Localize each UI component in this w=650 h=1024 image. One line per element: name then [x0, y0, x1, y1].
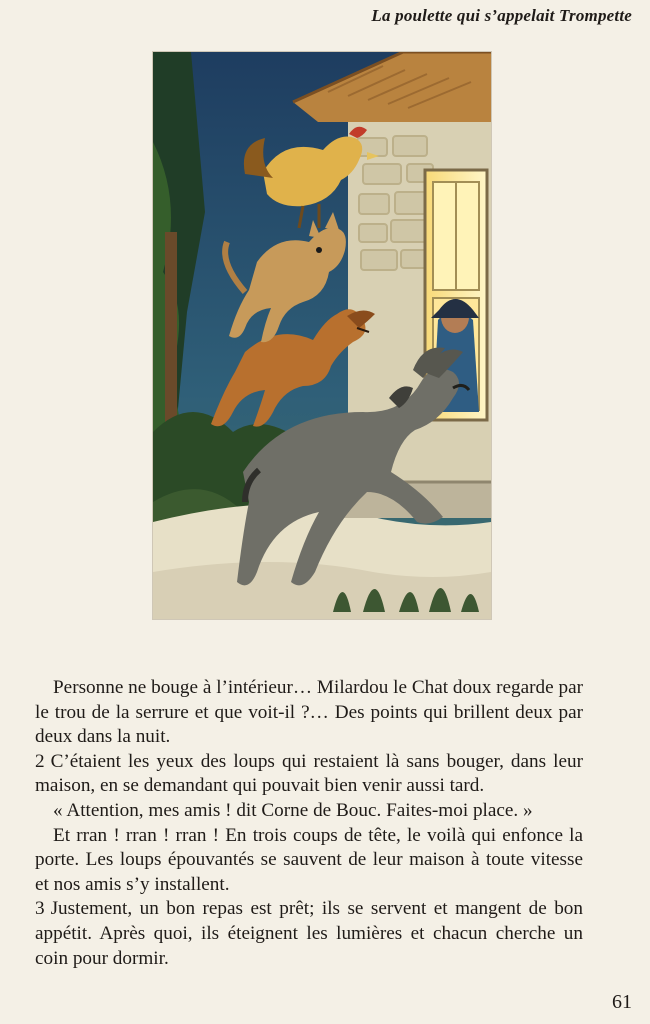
paragraph-5: [35, 897, 583, 971]
page-number: [612, 991, 632, 1014]
paragraph-2: [35, 750, 583, 799]
paragraph-4-text: Et rran ! rran ! rran ! En trois coups de tête, le voilà qui enfonce la porte. Les loups épouvantés se sauvent de leur maison à toute vitesse et nos amis s’y installent.: [35, 824, 583, 895]
paragraph-5-text: Justement, un bon repas est prêt; ils se servent et mangent de bon appétit. Après quoi, ils éteignent les lumières et chacun cherche un coin pour dormir.: [35, 898, 583, 969]
paragraph-3-text: « Attention, mes amis ! dit Corne de Bouc. Faites-moi place. »: [53, 799, 533, 821]
paragraph-1-text: Personne ne bouge à l’intérieur… Milardou le Chat doux regarde par le trou de la serrure et que voit-il ?… Des points qui brillent deux par deux dans la nuit.: [35, 677, 583, 748]
illustration-animals-at-window: [153, 52, 491, 619]
paragraph-4: [35, 824, 583, 898]
paragraph-2-number: 2: [35, 750, 45, 772]
paragraph-1: [35, 676, 583, 750]
illustration: [153, 52, 491, 619]
paragraph-3: [35, 799, 583, 824]
running-header: [371, 6, 632, 26]
header-title: La poulette qui s’appelait Trompette: [371, 6, 632, 25]
paragraph-5-number: 3: [35, 898, 45, 920]
story-text: [35, 676, 583, 971]
page-number-text: 61: [612, 991, 632, 1013]
paragraph-2-text: C’étaient les yeux des loups qui restaient là sans bouger, dans leur maison, en se demandant qui pouvait bien venir aussi tard.: [35, 750, 583, 797]
